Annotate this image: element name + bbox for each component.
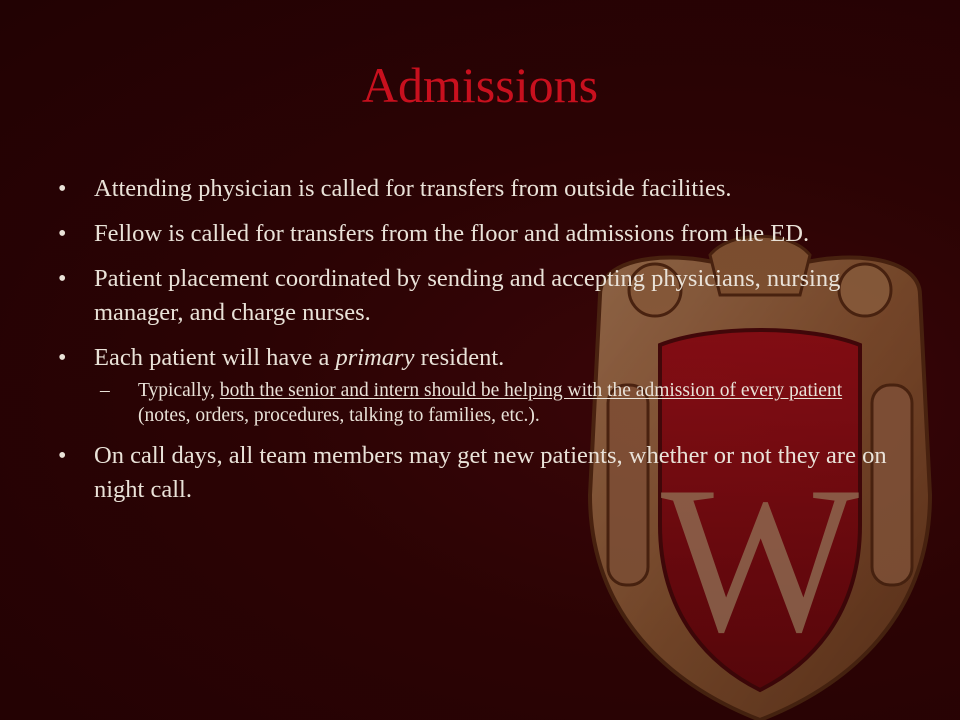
bullet-dot: • [58, 176, 67, 202]
bullet-item [58, 341, 898, 428]
sub-bullet-list [94, 378, 898, 428]
bullet-text: Attending physician is called for transfers from outside facilities. [94, 175, 732, 202]
bullet-item [58, 439, 898, 507]
sub-bullet-tail: (notes, orders, procedures, talking to families, etc.). [138, 405, 540, 426]
sub-bullet-item [94, 378, 898, 428]
crest-letter: W [660, 444, 860, 676]
sub-bullet-underlined: both the senior and intern should be helping with the admission of every patient [219, 380, 843, 401]
bullet-text: Fellow is called for transfers from the floor and admissions from the ED. [94, 220, 810, 247]
bullet-item [58, 172, 898, 206]
bullet-item [58, 217, 898, 251]
bullet-list [58, 172, 898, 518]
bullet-dot: • [58, 266, 67, 292]
sub-bullet-lead: Typically, [138, 380, 220, 401]
bullet-text: On call days, all team members may get new patients, whether or not they are on night call. [94, 442, 887, 503]
bullet-text-italic: primary [335, 344, 415, 371]
bullet-item [58, 262, 898, 330]
slide-title: Admissions [361, 57, 599, 113]
bullet-dot: • [58, 345, 67, 371]
bullet-text: Patient placement coordinated by sending and accepting physicians, nursing manager, and charge nurses. [94, 265, 841, 326]
bullet-text-after: resident. [414, 344, 505, 371]
bullet-text-before: Each patient will have a [94, 344, 336, 371]
sub-bullet-dash: – [100, 380, 110, 401]
bullet-dot: • [58, 221, 67, 247]
bullet-dot: • [58, 443, 67, 469]
